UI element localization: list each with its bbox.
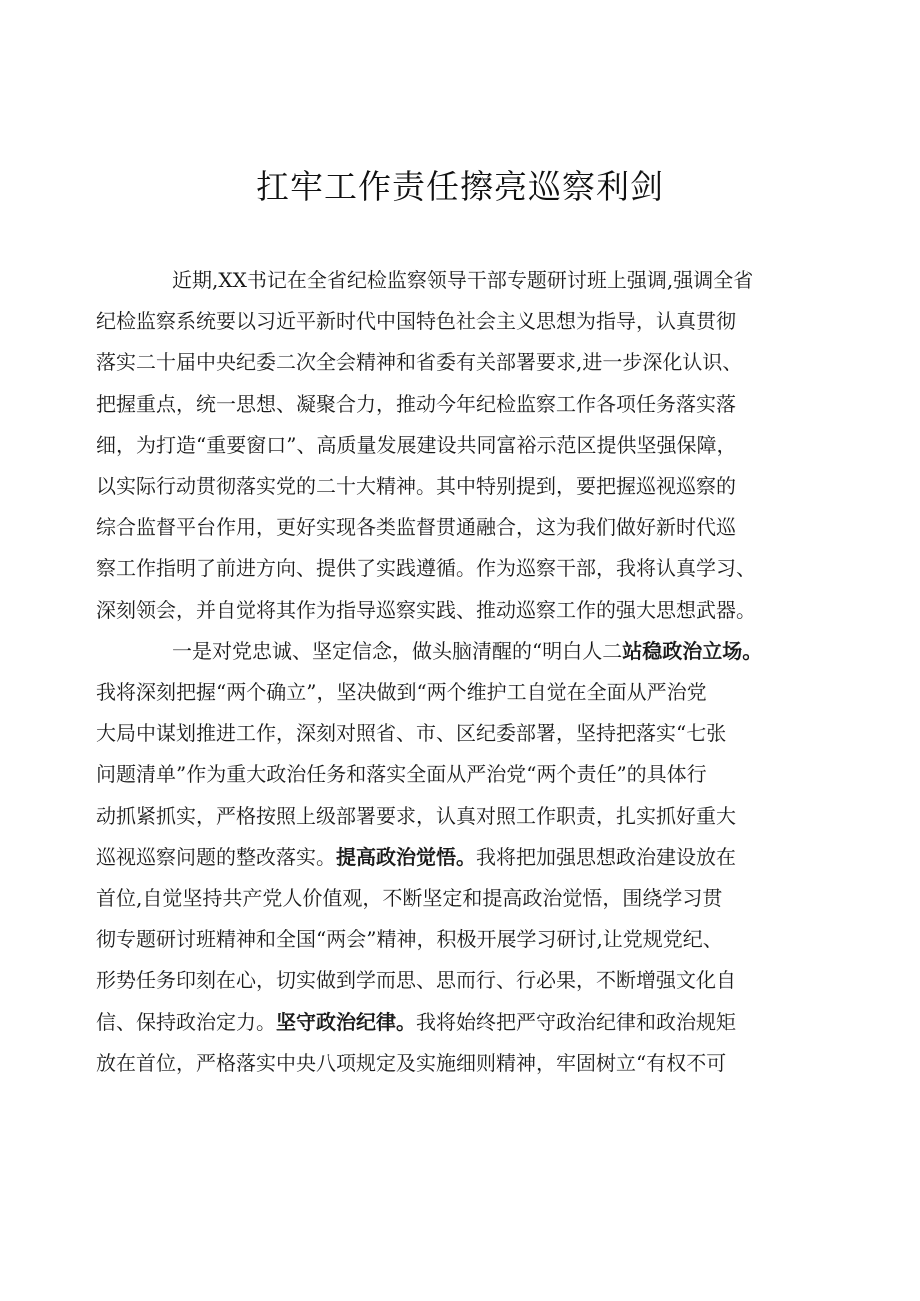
body-text: 落实二十届中央纪委二次全会精神和省委有关部署要求,进一步深化认识、: [96, 350, 743, 375]
body-text: 我将深刻把握“两个确立”，坚决做到“两个维护工自觉在全面从严治党: [96, 680, 707, 704]
body-text: 信、保持政治定力。: [96, 1009, 276, 1034]
text-line: [96, 300, 826, 342]
text-line: [96, 959, 826, 1001]
body-text: 放在首位，严格落实中央八项规定及实施细则精神，牢固树立“有权不可: [96, 1050, 727, 1075]
text-line: [96, 1001, 826, 1043]
text-line: [96, 918, 826, 960]
text-line: [96, 671, 826, 713]
text-line: [96, 506, 826, 548]
body-text: 形势任务印刻在心，切实做到学而思、思而行、行必果，不断增强文化自: [96, 968, 736, 993]
body-text: 纪检监察系统要以习近平新时代中国特色社会主义思想为指导，认真贯彻: [96, 309, 736, 334]
text-line: [96, 753, 826, 795]
body-text: 近期,XX书记在全省纪检监察领导干部专题研讨班上强调,强调全省: [172, 268, 754, 292]
body-text: 巡视巡察问题的整改落实。: [96, 844, 336, 869]
text-line: [96, 712, 826, 754]
body-text: 深刻领会，并自觉将其作为指导巡察实践、推动巡察工作的强大思想武器。: [96, 597, 756, 622]
text-line: [172, 630, 826, 672]
bold-heading-text: 坚守政治纪律。: [276, 1009, 416, 1034]
body-text: 大局中谋划推进工作，深刻对照省、市、区纪委部署，坚持把落实“七张: [96, 721, 727, 746]
body-text: 我将把加强思想政治建设放在: [476, 844, 736, 869]
body-text: 我将始终把严守政治纪律和政治规矩: [416, 1009, 736, 1034]
text-line: [96, 547, 826, 589]
body-text: 一是对党忠诚、坚定信念，做头脑清醒的“明白人二: [172, 638, 623, 663]
text-line: [96, 877, 826, 919]
text-line: [172, 259, 826, 301]
text-line: [96, 424, 826, 466]
body-text: 综合监督平台作用，更好实现各类监督贯通融合，这为我们做好新时代巡: [96, 515, 736, 540]
text-line: [96, 1042, 826, 1084]
body-text: 把握重点，统一思想、凝聚合力，推动今年纪检监察工作各项任务落实落: [96, 391, 736, 416]
text-line: [96, 836, 826, 878]
bold-heading-text: 站稳政治立场。: [622, 638, 763, 663]
text-line: [96, 341, 826, 383]
text-line: [96, 795, 826, 837]
body-text: 动抓紧抓实，严格按照上级部署要求，认真对照工作职责，扎实抓好重大: [96, 803, 736, 828]
text-line: [96, 465, 826, 507]
body-text: 问题清单”作为重大政治任务和落实全面从严治党“两个责任”的具体行: [96, 762, 707, 787]
body-text: 以实际行动贯彻落实党的二十大精神。其中特别提到，要把握巡视巡察的: [96, 474, 736, 498]
document-title: 扛牢工作责任擦亮巡察利剑: [256, 167, 664, 206]
body-text: 察工作指明了前进方向、提供了实践遵循。作为巡察干部，我将认真学习、: [96, 556, 756, 581]
body-text: 首位,自觉坚持共产党人价值观，不断坚定和提高政治觉悟，围绕学习贯: [96, 886, 723, 910]
body-text: 细，为打造“重要窗口”、高质量发展建设共同富裕示范区提供坚强保障，: [96, 432, 737, 457]
text-line: [96, 589, 826, 631]
bold-heading-text: 提高政治觉悟。: [336, 844, 476, 869]
body-text: 彻专题研讨班精神和全国“两会”精神，积极开展学习研讨,让党规党纪、: [96, 927, 723, 952]
text-line: [96, 383, 826, 425]
